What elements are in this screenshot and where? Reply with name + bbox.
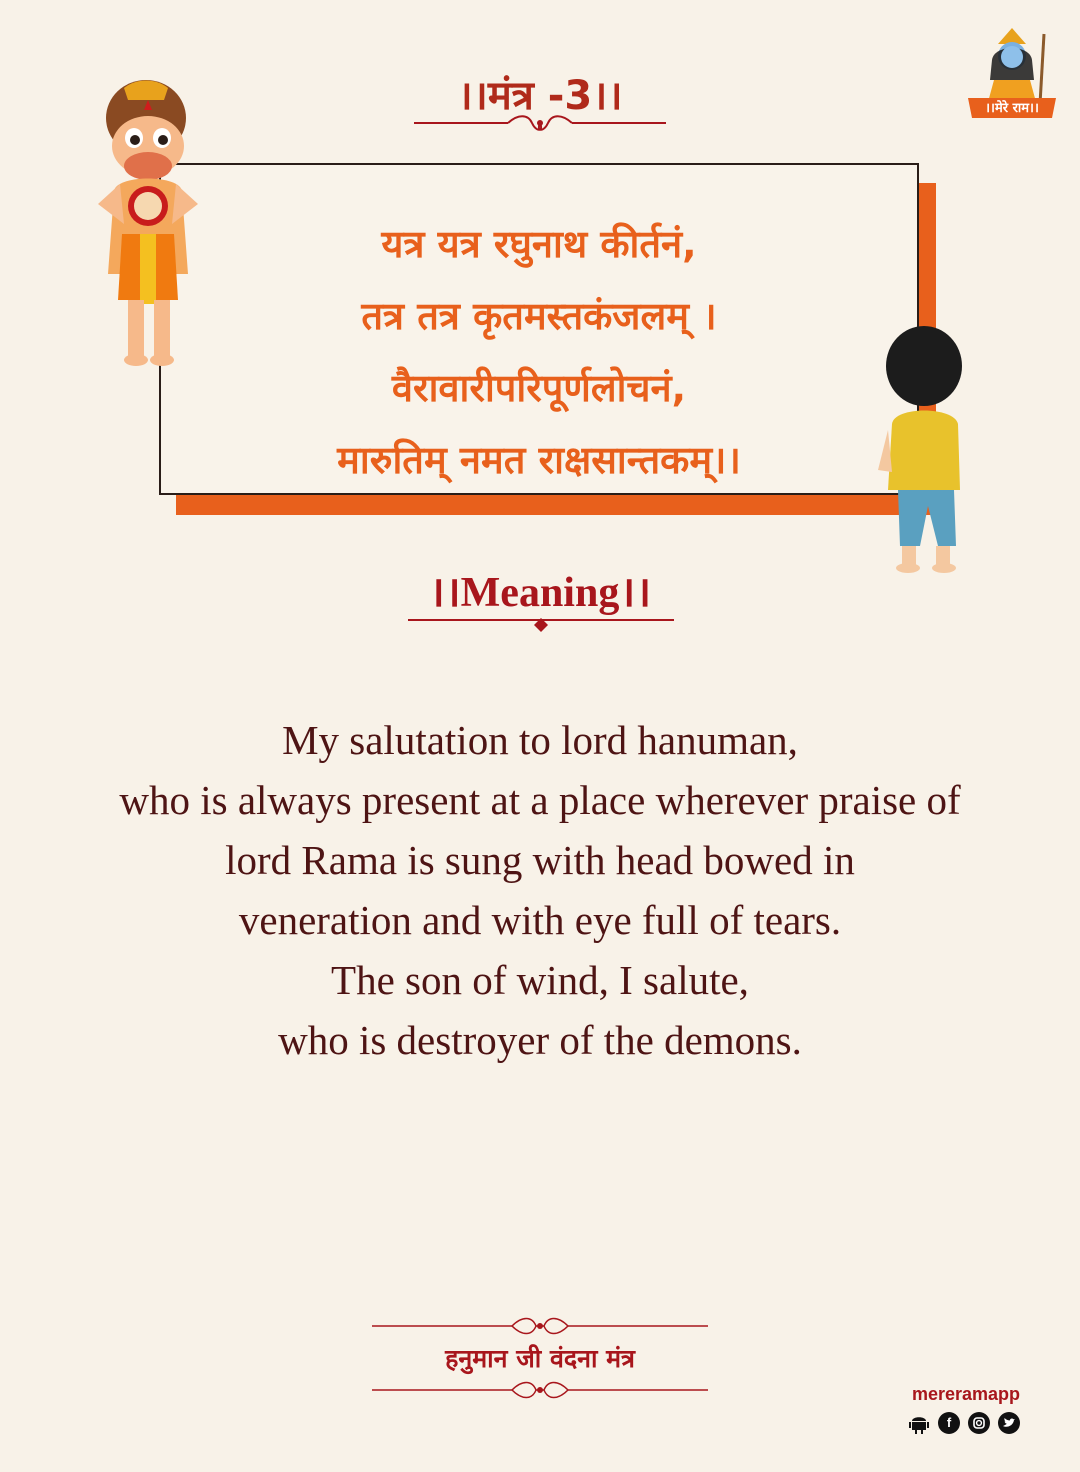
brand-name: mereramapp — [911, 1384, 1021, 1404]
mantra-line: तत्र तत्र कृतमस्तकंजलम् । — [361, 294, 717, 338]
title-ornament — [414, 112, 666, 136]
logo-text: ।।मेरे राम।। — [985, 101, 1039, 116]
hanuman-illustration — [84, 74, 234, 370]
meaning-line: My salutation to lord hanuman, — [282, 717, 798, 763]
facebook-icon[interactable]: f — [938, 1412, 960, 1434]
footer-ornament-bottom — [372, 1378, 708, 1402]
meaning-line: who is always present at a place wherever praise of — [119, 777, 961, 823]
mantra-line: वैरावारीपरिपूर्णलोचनं, — [391, 366, 687, 410]
mantra-text — [159, 208, 919, 496]
meaning-text — [0, 710, 1080, 1070]
twitter-icon[interactable] — [998, 1412, 1020, 1434]
meaning-line: lord Rama is sung with head bowed in — [225, 837, 855, 883]
instagram-icon[interactable] — [968, 1412, 990, 1434]
meaning-heading: ।।Meaning।। — [428, 570, 652, 616]
mantra-line: मारुतिम् नमत राक्षसान्तकम्।। — [337, 438, 741, 482]
meaning-line: veneration and with eye full of tears. — [238, 897, 842, 943]
social-icons — [908, 1412, 1028, 1436]
android-icon[interactable] — [908, 1413, 930, 1435]
mantra-line: यत्र यत्र रघुनाथ कीर्तनं, — [381, 222, 697, 266]
meaning-line: The son of wind, I salute, — [331, 957, 749, 1003]
child-illustration — [874, 320, 970, 576]
meaning-ornament — [408, 612, 674, 636]
page-title: ।।मंत्र -3।। — [457, 73, 623, 119]
meaning-line: who is destroyer of the demons. — [278, 1017, 802, 1063]
footer-title: हनुमान जी वंदना मंत्र — [445, 1344, 635, 1373]
footer-ornament-top — [372, 1314, 708, 1338]
